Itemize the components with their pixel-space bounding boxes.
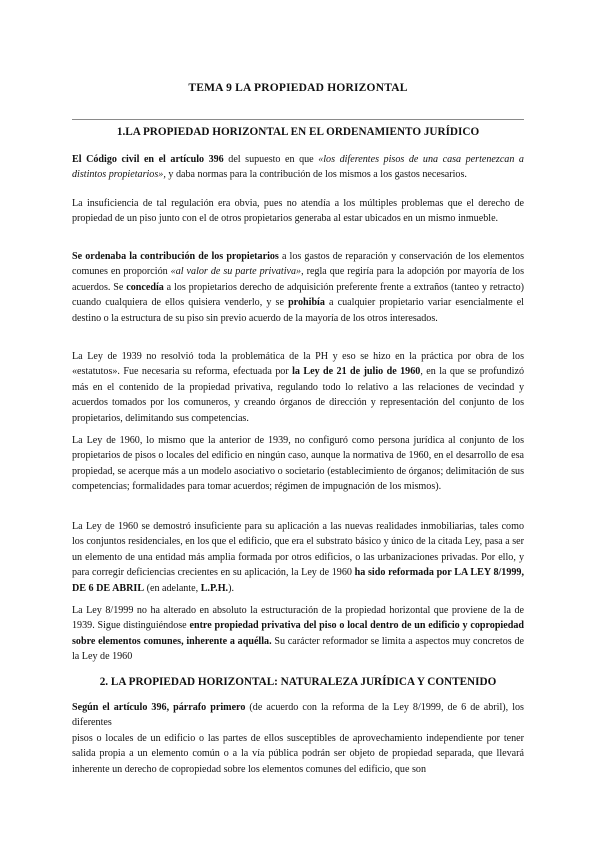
- paragraph-3: [72, 249, 524, 326]
- text: , regla que regiría para la adopción por mayoría de los acuerdos. Se: [72, 266, 524, 293]
- bold-text: El Código civil en el artículo 396: [72, 154, 224, 165]
- text: del supuesto en que: [223, 154, 319, 165]
- bold-text: L.P.H.: [200, 582, 229, 594]
- text: Su carácter reformador se limita a aspectos muy concretos de la Ley de 1960: [72, 635, 525, 663]
- quoted-text: «los diferentes pisos de una casa pertenezcan a distintos propietarios»,: [72, 154, 524, 181]
- text: La insuficiencia de tal regulación era obvia, pues no atendía a los múltiples problemas que el derecho de propiedad de un piso junto con el de otros propietarios generaba al estar ubicados en un mismo inmueble.: [72, 198, 524, 225]
- section-2-heading: 2. LA PROPIEDAD HORIZONTAL: NATURALEZA JURÍDICA Y CONTENIDO: [99, 676, 497, 688]
- text: a los gastos de reparación y conservación de los elementos comunes en proporción: [72, 251, 524, 278]
- text: , en la que se profundizó más en el contenido de la propiedad privativa, regulando todo lo relativo a las relaciones de vecindad y acuerdos tomados por los comuneros, y creando órganos de dirección y representación del conjunto de los propietarios, delimitando sus competencias.: [72, 366, 524, 424]
- bold-text: Se ordenaba la contribución de los propietarios: [72, 251, 279, 262]
- paragraph-8: [72, 700, 524, 777]
- text: La Ley de 1960, lo mismo que la anterior de 1939, no configuró como persona jurídica al conjunto de los propietarios de pisos o locales del edificio en ningún caso, aunque la normativa de 1960, en el desarrollo de esa propiedad, se acerque más a un modelo asociativo o societario (establecimiento de órganos; delimitación de sus competencias; formalidades para tomar acuerdos; régimen de impugnación de los mismos).: [72, 435, 524, 493]
- text: y daba normas para la contribución de los mismos a los gastos necesarios.: [165, 169, 467, 181]
- text: ).: [228, 582, 234, 594]
- bold-text: entre propiedad privativa del piso o local dentro de un edificio y copropiedad sobre elementos comunes, inherente a aquélla.: [72, 620, 524, 647]
- text: La Ley 8/1999 no ha alterado en absoluto la estructuración de la propiedad horizontal que proviene de la de 1939. Sigue distinguiéndose: [72, 605, 524, 632]
- text: (de acuerdo con la reforma de la Ley 8/1999, de 6 de abril), los diferentes: [72, 702, 524, 729]
- paragraph-6: [72, 519, 524, 596]
- text: La Ley de 1960 se demostró insuficiente para su aplicación a las nuevas realidades inmobiliarias, tales como los conjuntos residenciales, en los que el edificio, que era el substrato básico y único de la citada Ley, pasa a ser un elemento de una entidad más amplia formada por otros edificios, o las urbanizaciones privadas. Por ello, y para corregir deficiencias crecientes en su aplicación, la Ley de 1960: [72, 521, 524, 579]
- text: a cualquier propietario variar esencialmente el destino o la estructura de su piso sin previo acuerdo de la mayoría de los otros interesados.: [72, 297, 524, 324]
- section-1-heading: 1.LA PROPIEDAD HORIZONTAL EN EL ORDENAMIENTO JURÍDICO: [116, 126, 480, 138]
- paragraph-1: [72, 152, 524, 183]
- text: La Ley de 1939 no resolvió toda la problemática de la PH y eso se hizo en la práctica por obra de los «estatutos». Fue necesaria su reforma, efectuada por: [72, 351, 524, 378]
- paragraph-4: [72, 349, 524, 426]
- text: (en adelante,: [144, 582, 201, 594]
- bold-text: la Ley de 21 de julio de 1960: [292, 366, 421, 378]
- document-title: TEMA 9 LA PROPIEDAD HORIZONTAL: [188, 82, 408, 94]
- quoted-text: «al valor de su parte privativa»: [170, 266, 302, 278]
- bold-text: concedía: [126, 281, 164, 293]
- paragraph-7: [72, 603, 524, 665]
- bold-text: Según el artículo 396, párrafo primero: [72, 702, 246, 713]
- horizontal-divider: [72, 119, 524, 120]
- bold-text: prohibía: [288, 297, 325, 309]
- text: a los propietarios derecho de adquisición preferente frente a extraños (tanteo y retracto) cuando cualquiera de ellos quisiera venderlo, y se: [72, 281, 524, 309]
- paragraph-2: [72, 196, 524, 227]
- text: pisos o locales de un edificio o las partes de ellos susceptibles de aprovechamiento independiente por tener salida propia a un elemento común o a la vía pública podrán ser objeto de propiedad separada, que llevará inherente un derecho de copropiedad sobre los elementos comunes del edificio, que son: [72, 732, 524, 775]
- bold-text: ha sido reformada por LA LEY 8/1999, DE 6 DE ABRIL: [72, 567, 525, 594]
- paragraph-5: [72, 433, 524, 495]
